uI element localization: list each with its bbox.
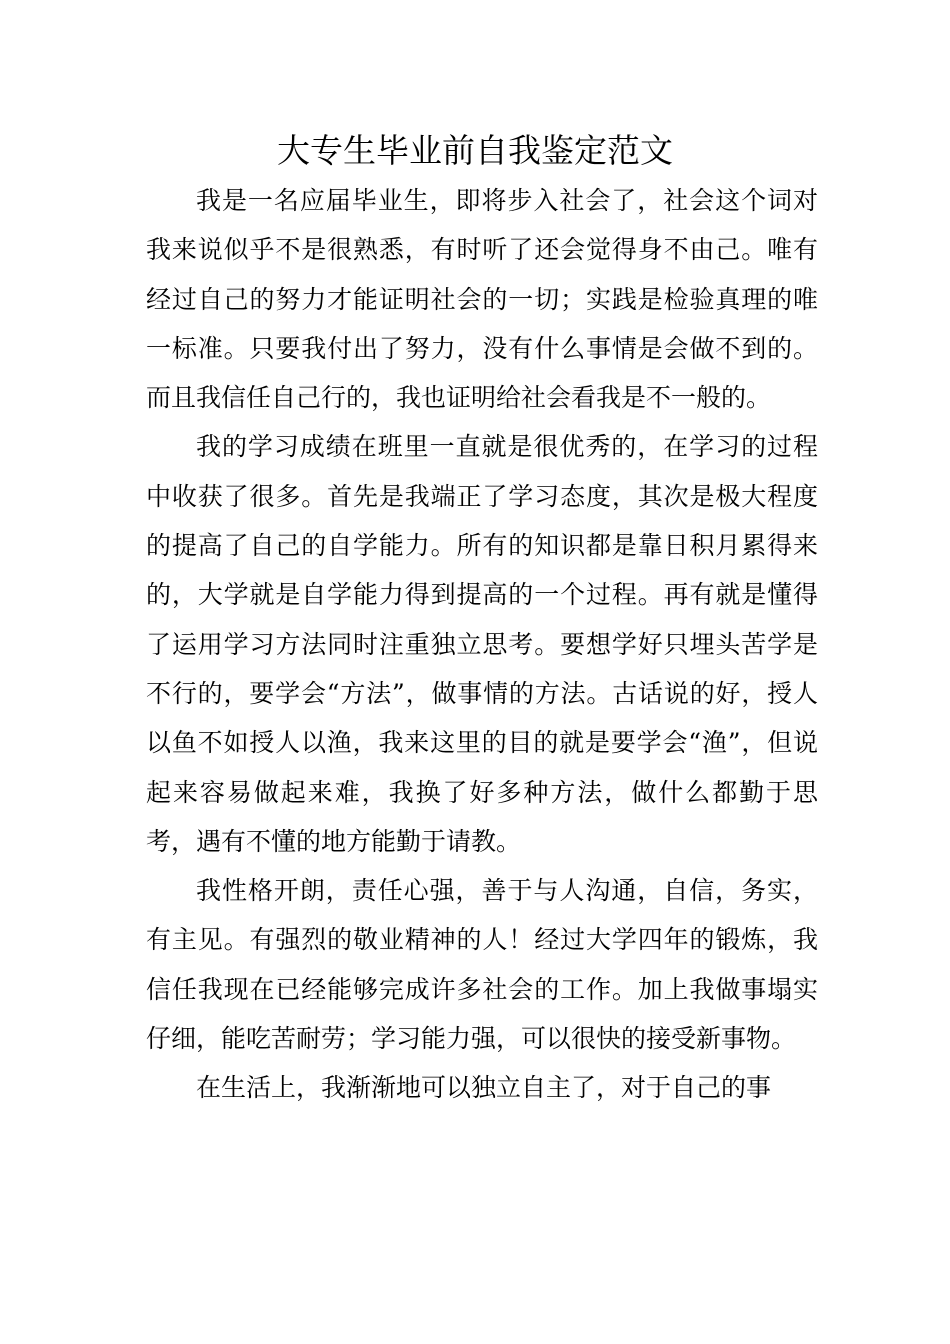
paragraph-2: 我的学习成绩在班里一直就是很优秀的，在学习的过程中收获了很多。首先是我端正了学习态度，其次是极大程度的提高了自己的自学能力。所有的知识都是靠日积月累得来的，大学就是自学能力得到提高的一个过程。再有就是懂得了运用学习方法同时注重独立思考。要想学好只埋头苦学是不行的，要学会“方法”，做事情的方法。古话说的好，授人以鱼不如授人以渔，我来这里的目的就是要学会“渔”，但说起来容易做起来难，我换了好多种方法，做什么都勤于思考，遇有不懂的地方能勤于请教。 (146, 432, 818, 856)
paragraph-4: 在生活上，我渐渐地可以独立自主了，对于自己的事 (196, 1073, 772, 1103)
paragraph-3: 我性格开朗，责任心强，善于与人沟通，自信，务实，有主见。有强烈的敬业精神的人！经过大学四年的锻炼，我信任我现在已经能够完成许多社会的工作。加上我做事塌实仔细，能吃苦耐劳；学习能力强，可以很快的接受新事物。 (146, 876, 818, 1054)
document-title: 大专生毕业前自我鉴定范文 (277, 131, 673, 170)
paragraph-1: 我是一名应届毕业生，即将步入社会了，社会这个词对我来说似乎不是很熟悉，有时听了还会觉得身不由己。唯有经过自己的努力才能证明社会的一切；实践是检验真理的唯一标准。只要我付出了努力，没有什么事情是会做不到的。而且我信任自己行的，我也证明给社会看我是不一般的。 (146, 186, 818, 413)
document-body (146, 176, 818, 1113)
